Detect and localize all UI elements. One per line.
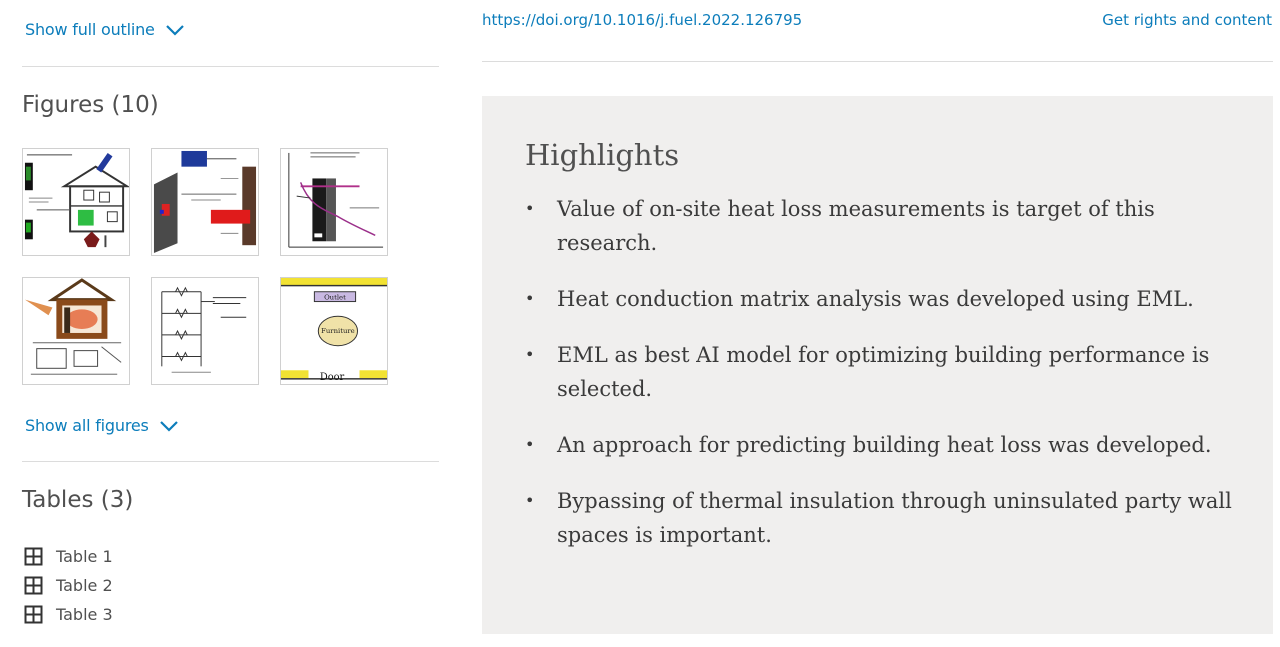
figure-thumb-5[interactable]: [151, 277, 259, 385]
chevron-down-icon: [165, 23, 185, 37]
figures-heading: Figures (10): [22, 92, 159, 118]
table-link-label: Table 2: [56, 576, 113, 595]
show-all-figures-label: Show all figures: [25, 416, 149, 435]
left-sidebar: [22, 0, 439, 647]
table-grid-icon: [24, 547, 43, 566]
chevron-down-icon: [159, 419, 179, 433]
highlight-text: Value of on-site heat loss measurements is target of this research.: [557, 197, 1155, 255]
highlight-text: An approach for predicting building heat loss was developed.: [557, 433, 1212, 457]
table-link-label: Table 3: [56, 605, 113, 624]
show-full-outline-button[interactable]: [25, 20, 185, 39]
highlights-panel: [482, 96, 1273, 634]
divider: [482, 61, 1273, 62]
table-grid-icon: [24, 576, 43, 595]
bullet: •: [525, 199, 535, 218]
figure-thumb-2[interactable]: [151, 148, 259, 256]
door-label: Door: [319, 372, 345, 384]
highlight-item: [525, 338, 1245, 406]
highlight-item: [525, 428, 1245, 462]
table-grid-icon: [24, 605, 43, 624]
outlet-label: Outlet: [324, 293, 346, 302]
divider: [22, 66, 439, 67]
circuit-diagram-figure-icon: [152, 278, 258, 384]
figure-thumb-3[interactable]: [280, 148, 388, 256]
bullet: •: [525, 491, 535, 510]
highlights-title: Highlights: [525, 138, 680, 172]
show-all-figures-button[interactable]: [25, 416, 179, 435]
table-link-3[interactable]: [24, 605, 113, 624]
highlight-text: Bypassing of thermal insulation through uninsulated party wall spaces is important.: [557, 489, 1232, 547]
bullet: •: [525, 289, 535, 308]
highlight-item: [525, 484, 1245, 552]
highlight-text: Heat conduction matrix analysis was developed using EML.: [557, 287, 1194, 311]
figure-thumb-6[interactable]: [280, 277, 388, 385]
highlights-list: [525, 192, 1245, 574]
temperature-profile-figure-icon: [281, 149, 387, 255]
table-link-label: Table 1: [56, 547, 113, 566]
wall-sensor-figure-icon: [152, 149, 258, 255]
figure-thumb-4[interactable]: [22, 277, 130, 385]
highlight-text: EML as best AI model for optimizing building performance is selected.: [557, 343, 1210, 401]
show-full-outline-label: Show full outline: [25, 20, 155, 39]
table-link-1[interactable]: [24, 547, 113, 566]
bullet: •: [525, 345, 535, 364]
house-heat-loss-figure-icon: [23, 149, 129, 255]
bullet: •: [525, 435, 535, 454]
tables-heading: Tables (3): [22, 487, 134, 513]
table-link-2[interactable]: [24, 576, 113, 595]
highlight-item: [525, 282, 1245, 316]
house-thermal-figure-icon: [23, 278, 129, 384]
furniture-label: Furniture: [321, 326, 355, 335]
room-layout-figure-icon: [281, 278, 387, 384]
divider: [22, 461, 439, 462]
doi-link[interactable]: https://doi.org/10.1016/j.fuel.2022.126795: [482, 11, 803, 29]
figure-thumb-1[interactable]: [22, 148, 130, 256]
get-rights-link[interactable]: Get rights and content: [1102, 11, 1272, 29]
highlight-item: [525, 192, 1245, 260]
